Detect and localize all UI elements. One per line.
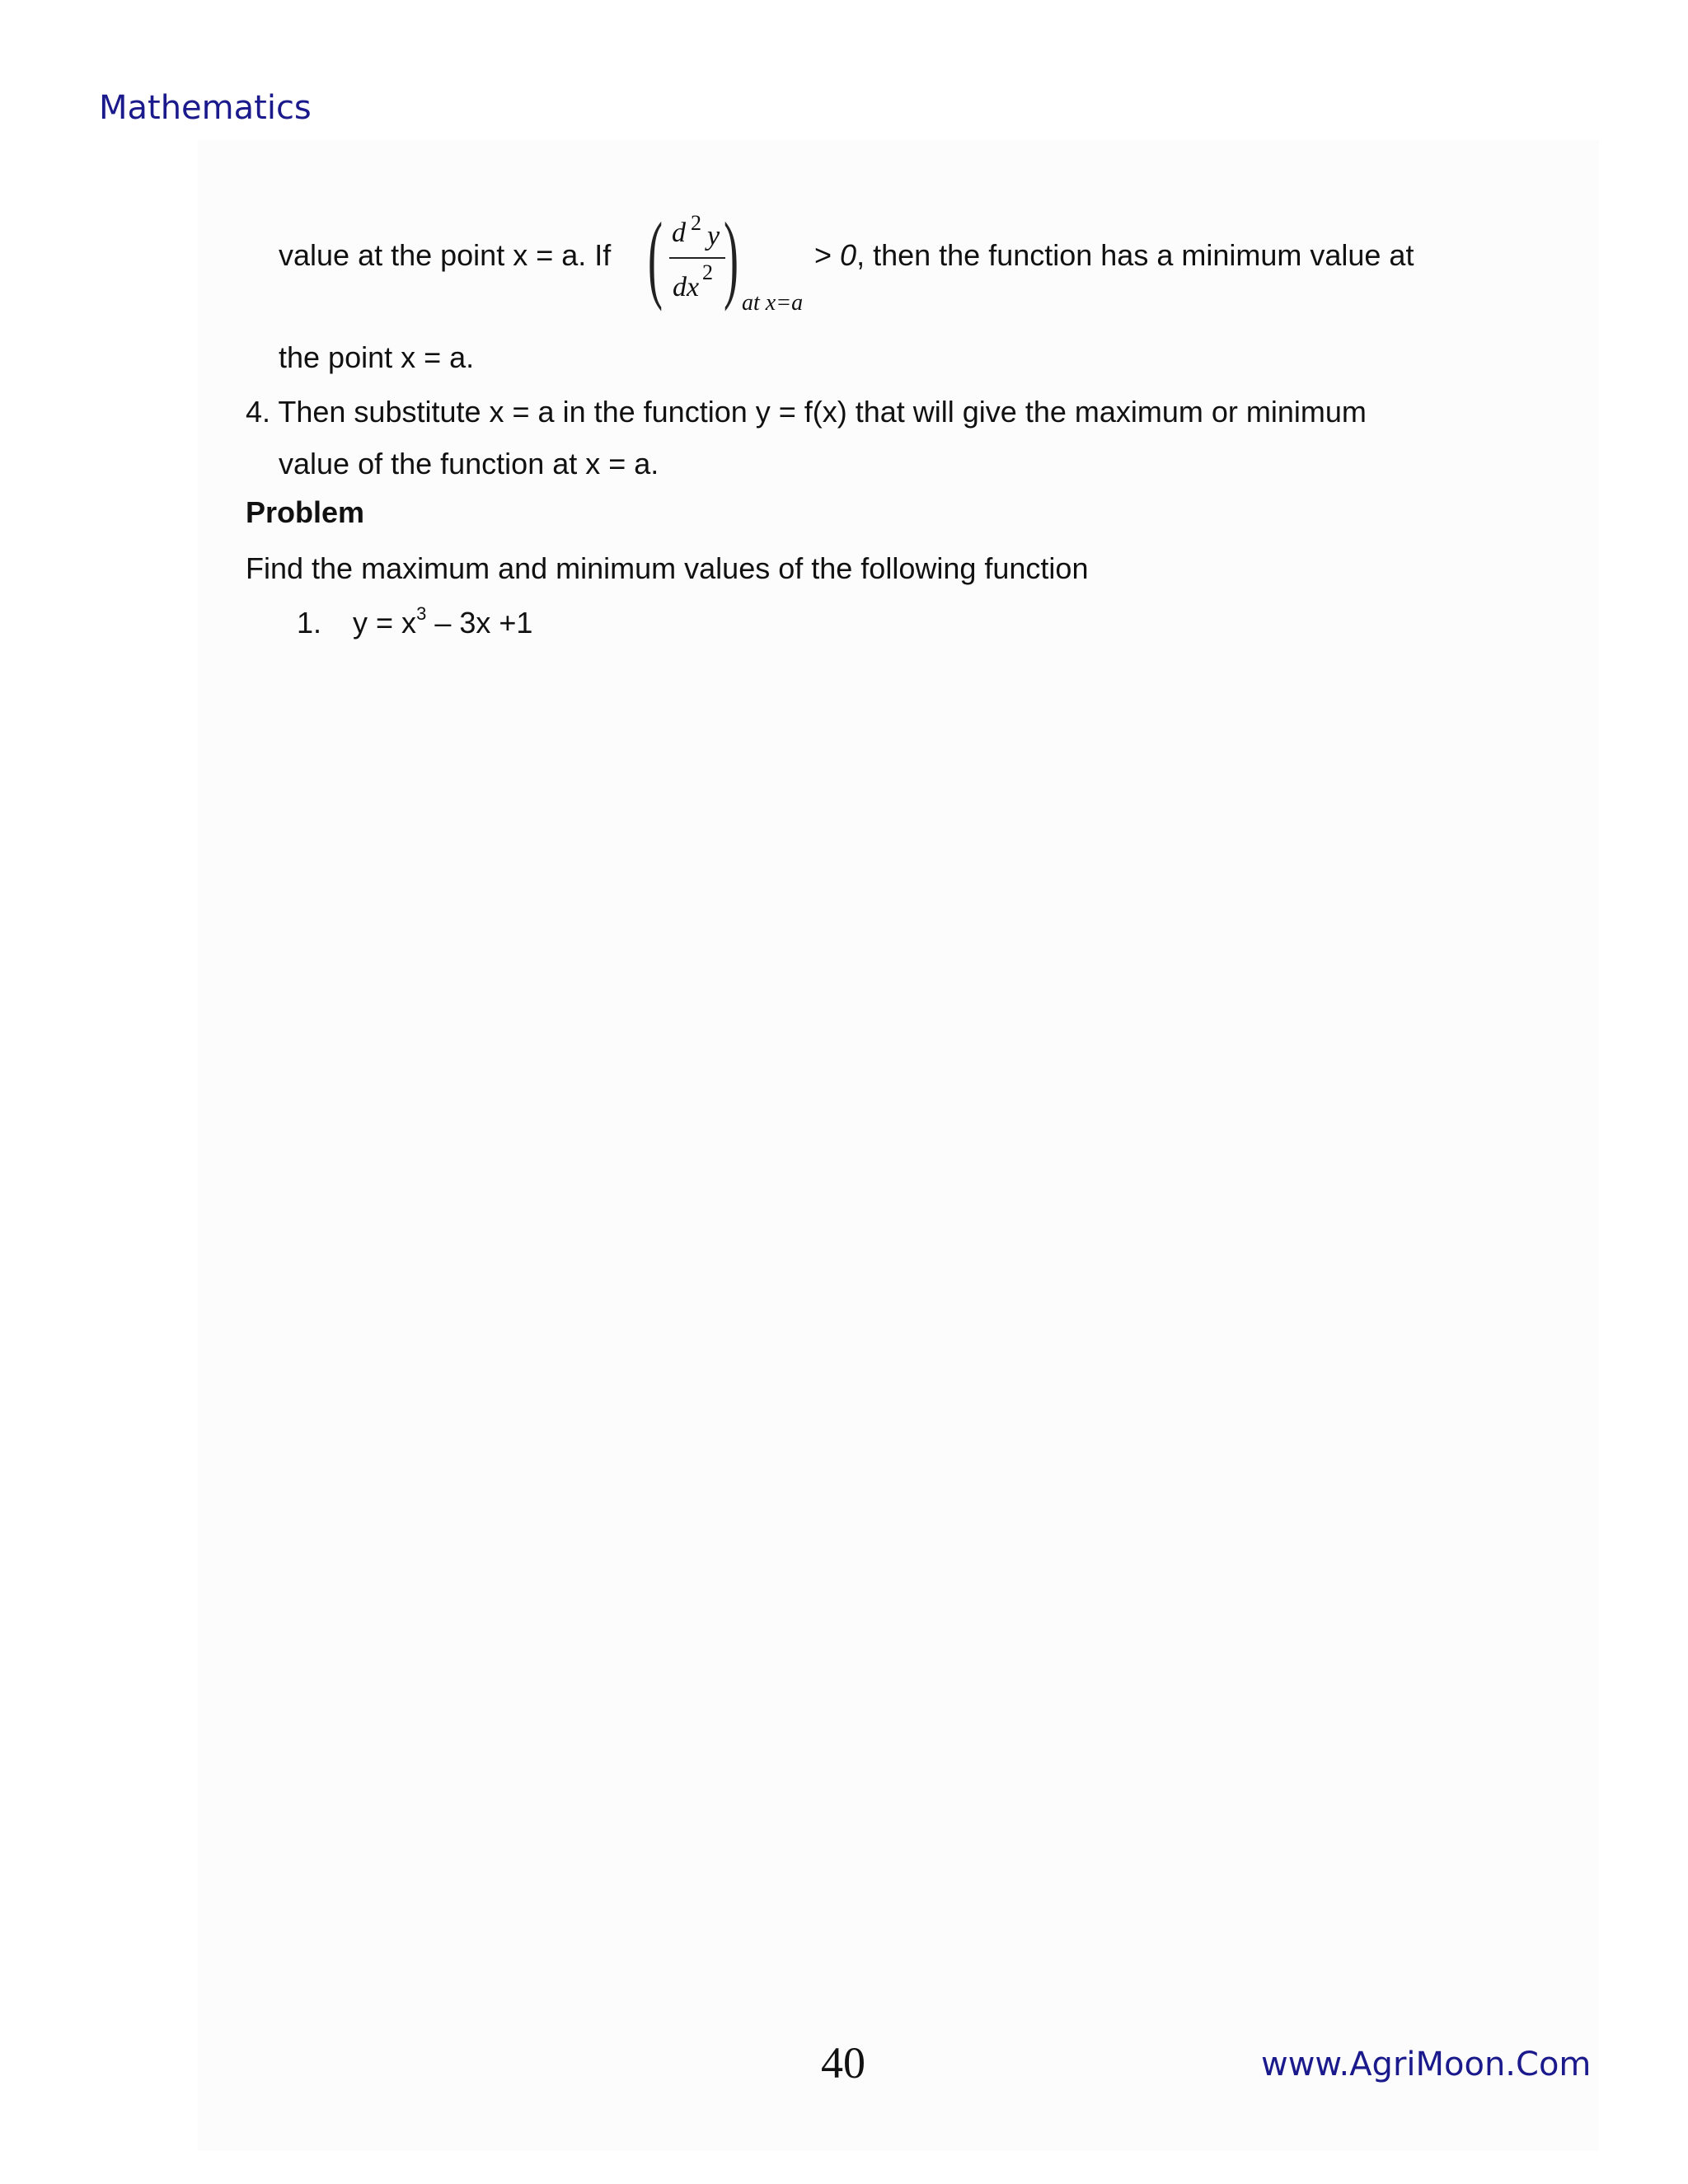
formula-denominator-exp: 2 <box>702 260 713 284</box>
line2-text: the point x = a. <box>279 340 475 374</box>
line1-before-formula: value at the point x = a. If <box>279 238 612 272</box>
footer-url[interactable]: www.AgriMoon.Com <box>1261 2046 1592 2083</box>
problem-item-exponent: 3 <box>416 603 427 624</box>
problem-item <box>297 605 532 638</box>
line1-after-formula <box>814 238 1414 272</box>
formula-subscript: at x=a <box>742 290 804 316</box>
formula-denominator-dx: dx <box>673 272 700 302</box>
problem-heading: Problem <box>246 495 365 529</box>
problem-text: Find the maximum and minimum values of the following function <box>246 551 1089 585</box>
header-title: Mathematics <box>99 89 312 127</box>
fraction-bar <box>669 257 725 259</box>
problem-item-number: 1. <box>297 606 322 640</box>
formula-numerator-y: y <box>707 221 720 251</box>
problem-item-prefix: y = x <box>353 606 417 640</box>
step4-line2: value of the function at x = a. <box>279 447 659 480</box>
page-number: 40 <box>821 2038 865 2088</box>
line1-rest-text: , then the function has a minimum value at <box>856 238 1414 272</box>
zero-value: 0 <box>840 238 857 272</box>
page-background <box>198 140 1599 2151</box>
left-paren: ( <box>648 202 663 312</box>
formula-numerator-exp: 2 <box>691 211 701 235</box>
problem-item-suffix: – 3x +1 <box>426 606 533 640</box>
step4-line1: 4. Then substitute x = a in the function y = f(x) that will give the maximum or minimum <box>246 395 1367 429</box>
greater-than-sign: > <box>814 238 832 272</box>
formula-numerator-d: d <box>672 218 686 248</box>
right-paren: ) <box>724 202 738 312</box>
